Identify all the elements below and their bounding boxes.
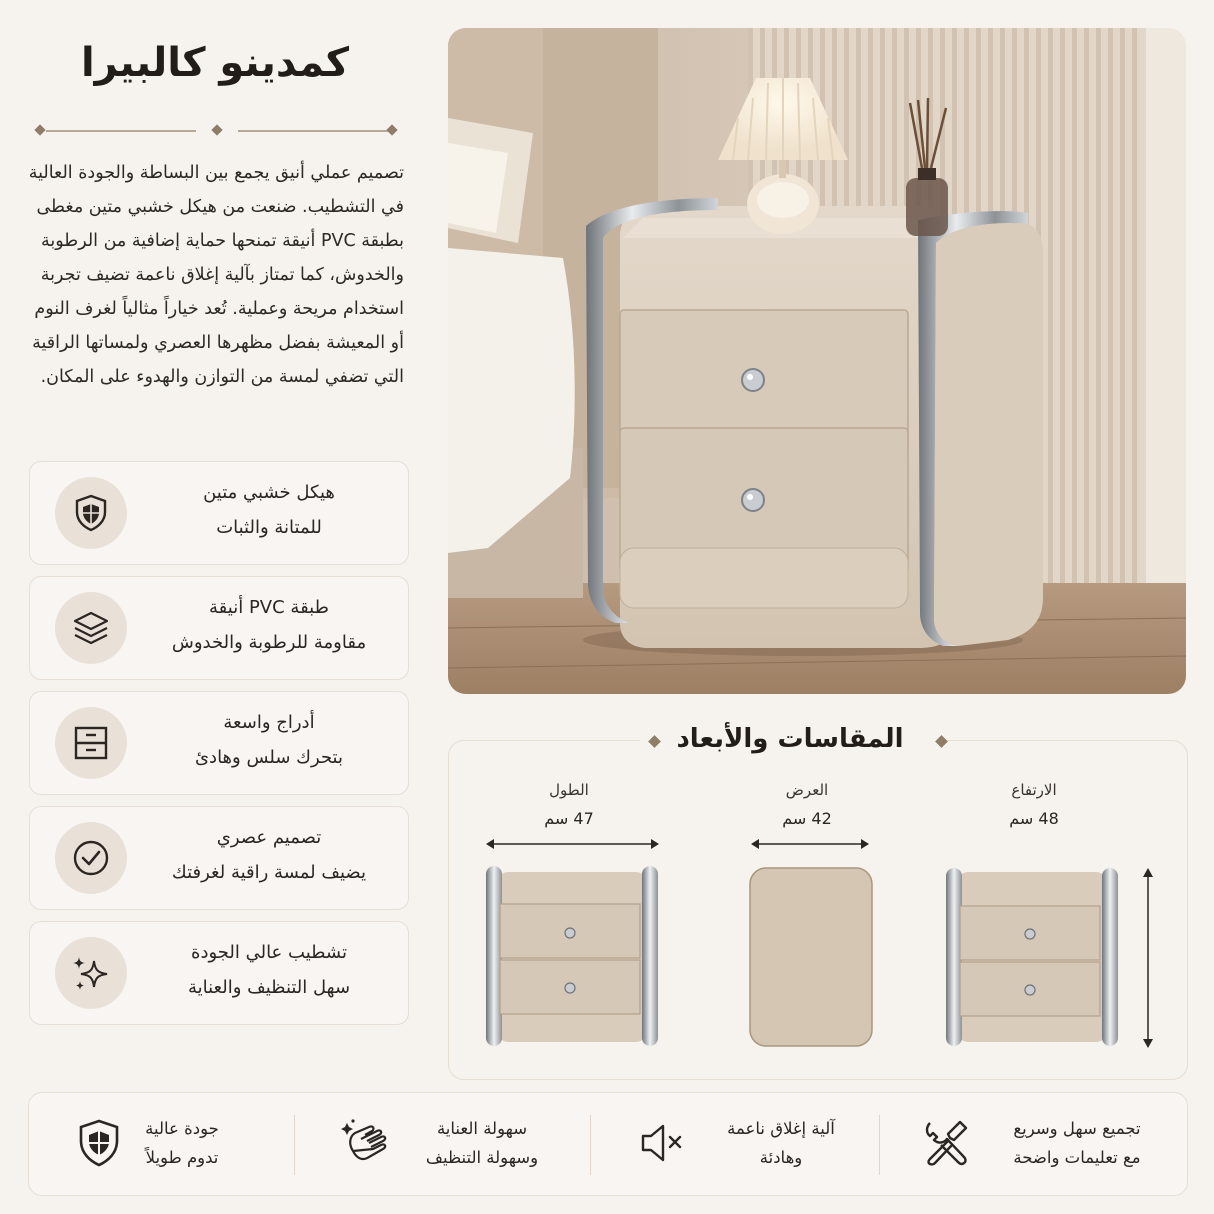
height-value: 48 سم bbox=[1009, 809, 1059, 828]
product-title: كمدينو كالبيرا bbox=[80, 40, 350, 86]
feature-subtitle: بتحرك سلس وهادئ bbox=[194, 747, 344, 768]
dimensions-heading bbox=[640, 722, 940, 760]
height-view-diagram bbox=[944, 866, 1120, 1048]
check-circle-icon bbox=[55, 822, 127, 894]
height-arrow bbox=[1138, 864, 1158, 1052]
feature-subtitle: مقاومة للرطوبة والخدوش bbox=[171, 632, 367, 653]
title-divider bbox=[36, 124, 398, 138]
feature-subtitle: يضيف لمسة راقية لغرفتك bbox=[171, 862, 367, 883]
feature-subtitle: للمتانة والثبات bbox=[216, 517, 322, 538]
side-view-diagram bbox=[748, 866, 874, 1048]
height-label: الارتفاع bbox=[1011, 781, 1057, 799]
bottom-feature-quality bbox=[29, 1093, 294, 1195]
drawers-icon bbox=[55, 707, 127, 779]
feature-title: تصميم عصري bbox=[216, 827, 322, 848]
bottom-feature-title: آلية إغلاق ناعمة bbox=[727, 1119, 835, 1138]
feature-card-finish bbox=[29, 921, 409, 1025]
mute-icon bbox=[635, 1117, 687, 1169]
bottom-feature-subtitle: وسهولة التنظيف bbox=[425, 1148, 539, 1167]
length-label: الطول bbox=[549, 781, 589, 799]
bottom-feature-soft-close bbox=[591, 1093, 879, 1195]
feature-card-modern-design bbox=[29, 806, 409, 910]
bottom-features-bar bbox=[28, 1092, 1188, 1196]
feature-title: تشطيب عالي الجودة bbox=[191, 942, 347, 963]
product-description: تصميم عملي أنيق يجمع بين البساطة والجودة العالية في التشطيب. ضنعت من هيكل خشبي متين مغطى بطبقة PVC أنيقة تمنحها حماية إضافية من الرطوبة والخدوش، كما تمتاز بآلية إغلاق ناعمة تضيف تجربة استخدام مريحة وعملية. تُعد خياراً مثالياً لغرف النوم أو المعيشة بفضل مظهرها العصري ولمساتها الراقية التي تضفي لمسة من التوازن والهدوء على المكان. bbox=[28, 163, 404, 387]
bottom-feature-subtitle: وهادئة bbox=[759, 1148, 803, 1167]
dimensions-title: المقاسات والأبعاد bbox=[676, 724, 904, 754]
length-value: 47 سم bbox=[544, 809, 594, 828]
tools-icon bbox=[920, 1117, 972, 1169]
bottom-feature-easy-care bbox=[295, 1093, 590, 1195]
feature-title: طبقة PVC أنيقة bbox=[209, 597, 329, 618]
width-value: 42 سم bbox=[782, 809, 832, 828]
shield-icon bbox=[55, 477, 127, 549]
feature-title: هيكل خشبي متين bbox=[203, 482, 335, 503]
bottom-feature-assembly bbox=[880, 1093, 1186, 1195]
bottom-feature-title: سهولة العناية bbox=[436, 1119, 528, 1138]
bottom-feature-title: تجميع سهل وسريع bbox=[1013, 1119, 1141, 1138]
bottom-feature-subtitle: تدوم طويلاً bbox=[145, 1148, 219, 1167]
cleaning-hand-icon bbox=[339, 1117, 391, 1169]
feature-title: أدراج واسعة bbox=[223, 712, 315, 733]
feature-subtitle: سهل التنظيف والعناية bbox=[187, 977, 351, 998]
feature-card-wood-frame bbox=[29, 461, 409, 565]
bottom-feature-subtitle: مع تعليمات واضحة bbox=[1013, 1148, 1141, 1167]
layers-icon bbox=[55, 592, 127, 664]
feature-card-drawers bbox=[29, 691, 409, 795]
length-arrow bbox=[480, 834, 665, 854]
product-photo bbox=[448, 28, 1186, 694]
width-label: العرض bbox=[785, 781, 829, 799]
feature-card-pvc bbox=[29, 576, 409, 680]
width-arrow bbox=[745, 834, 875, 854]
sparkles-icon bbox=[55, 937, 127, 1009]
front-view-diagram bbox=[484, 866, 660, 1048]
bottom-feature-title: جودة عالية bbox=[145, 1119, 219, 1138]
